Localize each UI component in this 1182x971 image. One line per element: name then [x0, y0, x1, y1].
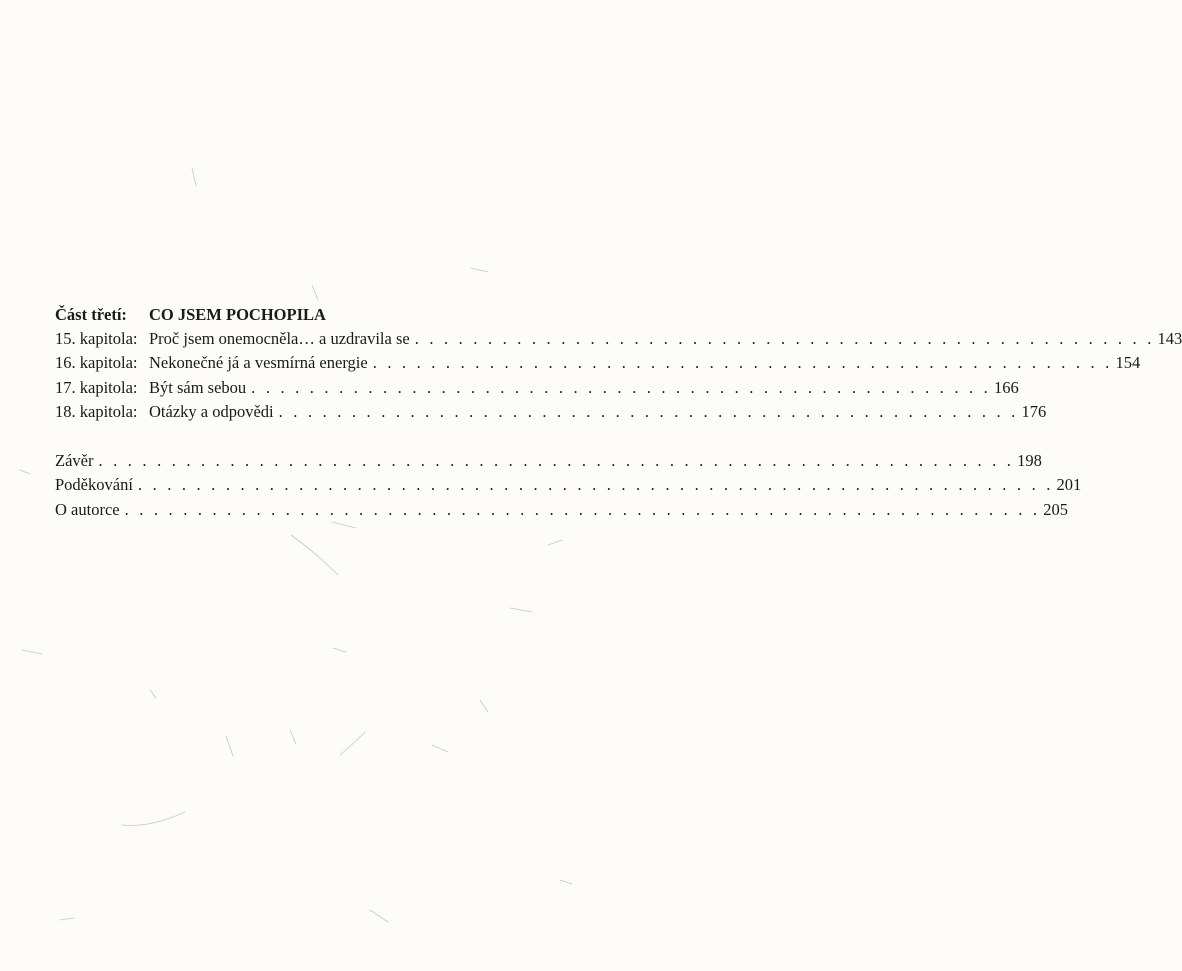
- section-spacer: [55, 424, 526, 449]
- entry-title: Poděkování: [55, 475, 133, 495]
- dot-leader: . . . . . . . . . . . . . . . . . . . . . . . . . . . . . . . . . . . . . . . . . . . . . . . . . . . . . . . . . . . . . . .: [98, 451, 1015, 471]
- page-number: 198: [1017, 451, 1042, 471]
- toc-chapter-entry: [55, 351, 1141, 375]
- page-number: 154: [1115, 353, 1141, 373]
- chapter-label: 17. kapitola:: [55, 377, 138, 397]
- page-number: 201: [1056, 475, 1082, 495]
- chapter-title: Otázky a odpovědi: [149, 401, 274, 421]
- chapter-label: 15. kapitola:: [55, 329, 138, 348]
- part-label: Část třetí:: [55, 305, 127, 324]
- toc-back-matter-entry: [55, 498, 1068, 522]
- dot-leader: . . . . . . . . . . . . . . . . . . . . . . . . . . . . . . . . . . . . . . . . . . . . . . . . . . .: [278, 401, 1019, 421]
- toc-chapter-entry: [55, 400, 1047, 424]
- entry-title: O autorce: [55, 499, 120, 519]
- chapter-label: 16. kapitola:: [55, 353, 138, 373]
- entry-title: Závěr: [55, 451, 94, 471]
- page-number: 205: [1043, 499, 1068, 519]
- dot-leader: . . . . . . . . . . . . . . . . . . . . . . . . . . . . . . . . . . . . . . . . . . . . . . . . . . .: [372, 353, 1113, 373]
- toc-back-matter-entry: [55, 473, 1082, 497]
- dot-leader: . . . . . . . . . . . . . . . . . . . . . . . . . . . . . . . . . . . . . . . . . . . . . . . . . . .: [251, 377, 991, 397]
- dot-leader: . . . . . . . . . . . . . . . . . . . . . . . . . . . . . . . . . . . . . . . . . . . . . . . . . . . . . . . . . . . . . . .: [124, 499, 1041, 519]
- toc-chapter-entry: [55, 327, 1182, 351]
- toc-back-matter-entry: [55, 449, 1042, 473]
- chapter-title: Nekonečné já a vesmírná energie: [149, 353, 368, 373]
- chapter-title: Proč jsem onemocněla… a uzdravila se: [149, 329, 410, 348]
- page-number: 166: [994, 377, 1019, 397]
- page-number: 143: [1157, 329, 1182, 348]
- table-of-contents: [55, 303, 1182, 522]
- part-title: CO JSEM POCHOPILA: [149, 305, 326, 324]
- toc-chapter-entry: [55, 376, 1019, 400]
- dot-leader: . . . . . . . . . . . . . . . . . . . . . . . . . . . . . . . . . . . . . . . . . . . . . . . . . . .: [414, 329, 1155, 348]
- part-heading: [55, 303, 526, 327]
- chapter-label: 18. kapitola:: [55, 401, 138, 421]
- page-number: 176: [1021, 401, 1047, 421]
- chapter-title: Být sám sebou: [149, 377, 247, 397]
- dot-leader: . . . . . . . . . . . . . . . . . . . . . . . . . . . . . . . . . . . . . . . . . . . . . . . . . . . . . . . . . . . . . . .: [137, 475, 1054, 495]
